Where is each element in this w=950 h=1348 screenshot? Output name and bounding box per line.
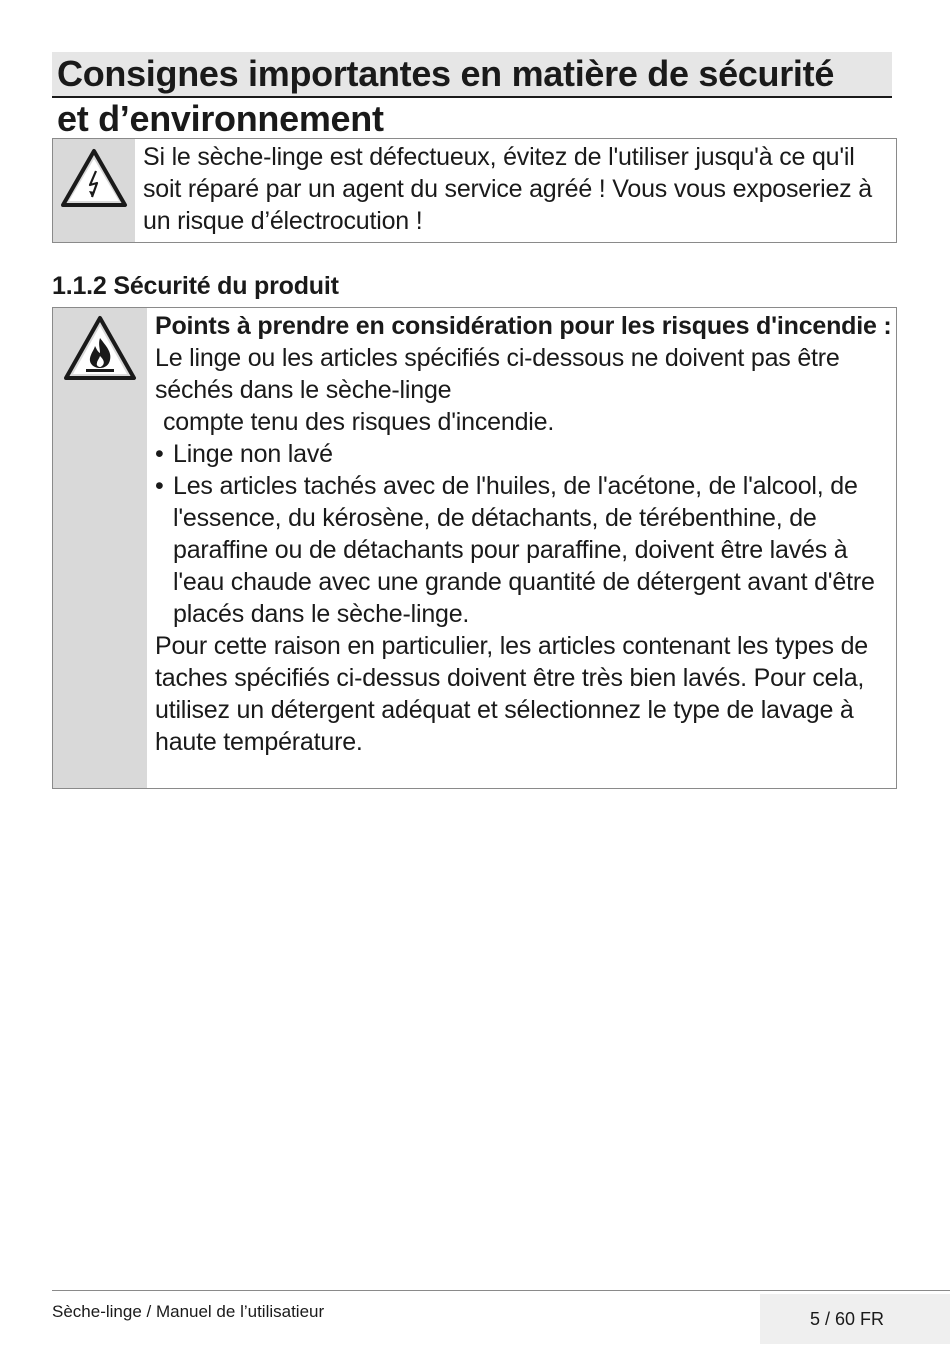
fire-warning-box	[52, 307, 897, 789]
page-title	[52, 52, 892, 140]
bullet-marker: •	[155, 440, 164, 468]
fire-closing-text: Pour cette raison en particulier, les articles contenant les types de taches spécifiés ci-dessus doivent être très bien lavés. Pour cela, utilisez un détergent adéquat et sélectionnez le type de lavage à haute température.	[155, 632, 868, 756]
bullet-marker: •	[155, 472, 164, 500]
title-line-2: et d’environnement	[57, 98, 384, 139]
list-item	[155, 438, 896, 470]
electric-hazard-icon	[59, 147, 129, 214]
fire-intro-line-1: Le linge ou les articles spécifiés ci-dessous ne doivent pas être séchés dans le sèche-linge	[155, 344, 840, 404]
footer-divider	[52, 1290, 950, 1291]
list-item-text: Linge non lavé	[173, 440, 333, 468]
fire-hazard-icon	[62, 314, 138, 387]
fire-warning-heading: Points à prendre en considération pour les risques d'incendie :	[155, 312, 892, 340]
fire-warning-content	[147, 308, 896, 788]
section-heading: 1.1.2 Sécurité du produit	[52, 272, 339, 300]
fire-icon-column	[53, 308, 147, 788]
list-item	[155, 470, 896, 630]
page-number: 5 / 60 FR	[760, 1294, 950, 1344]
electric-warning-box	[52, 138, 897, 243]
warning-text: Si le sèche-linge est défectueux, évitez de l'utiliser jusqu'à ce qu'il soit réparé par un agent du service agréé ! Vous vous exposeriez à un risque d’électrocution !	[143, 143, 872, 235]
footer-manual-title: Sèche-linge / Manuel de l’utilisatieur	[52, 1302, 325, 1321]
fire-intro-line-2: compte tenu des risques d'incendie.	[163, 408, 555, 436]
title-line-1: Consignes importantes en matière de sécurité	[52, 52, 892, 98]
warning-icon-column	[53, 139, 135, 242]
list-item-text: Les articles tachés avec de l'huiles, de l'acétone, de l'alcool, de l'essence, du kérosène, de détachants, de térébenthine, de paraffine ou de détachants pour paraffine, doivent être lavés à l'eau chaude avec une grande quantité de détergent avant d'être placés dans le sèche-linge.	[173, 472, 875, 628]
